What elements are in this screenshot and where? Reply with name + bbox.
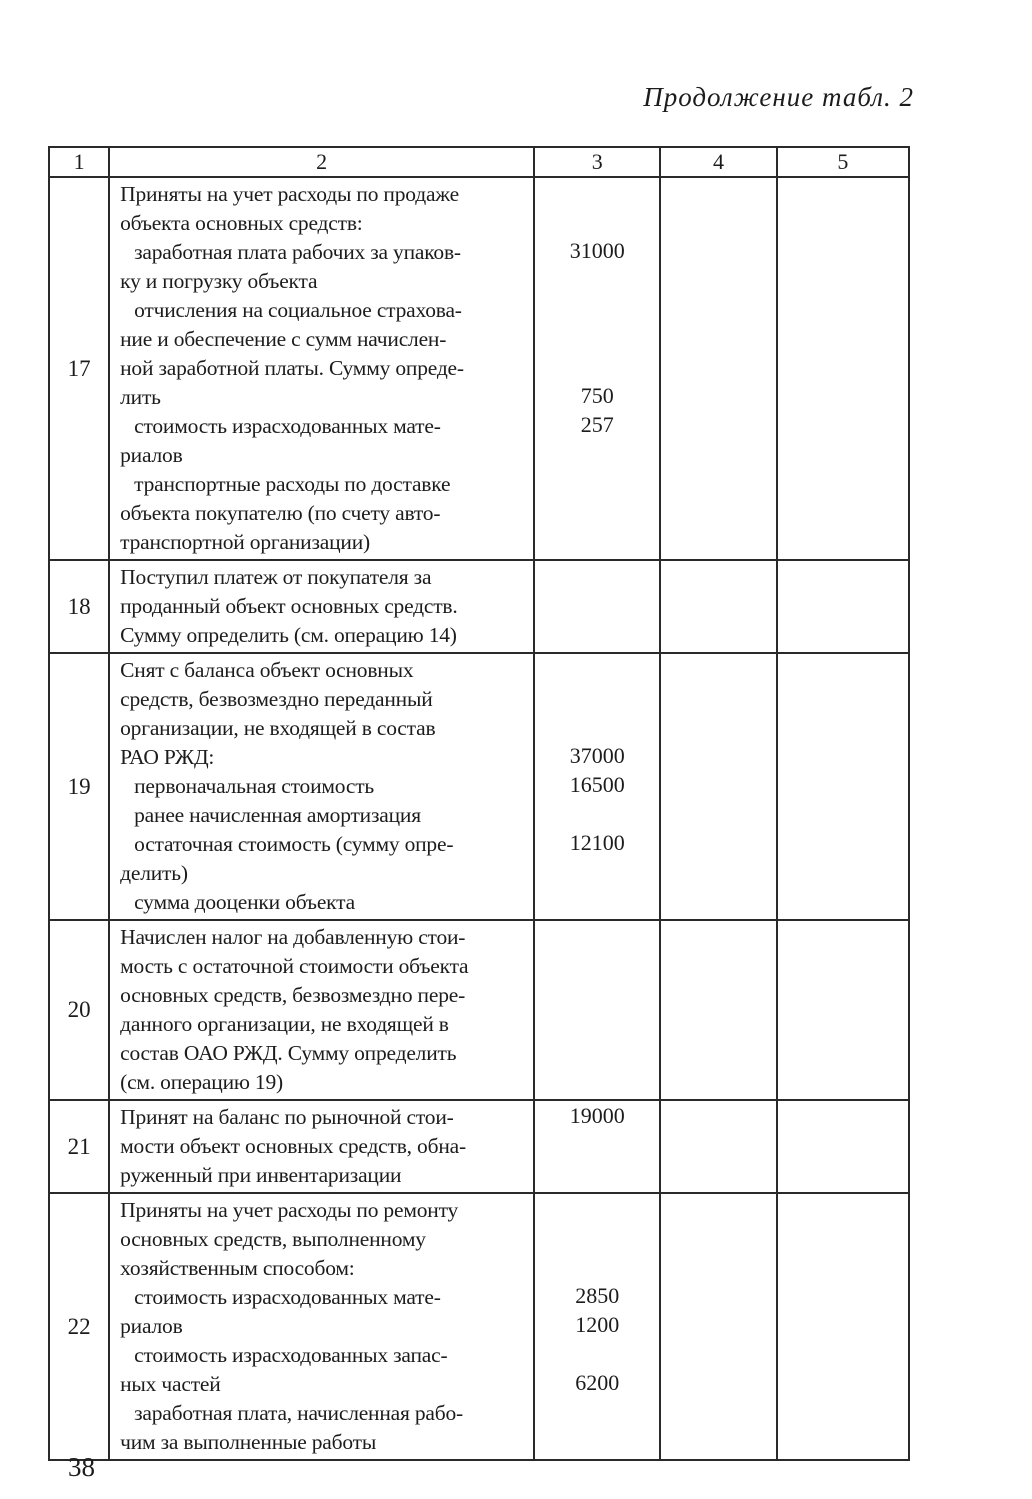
col4-cell (660, 653, 776, 920)
amount-cell (534, 1100, 660, 1193)
col5-cell (777, 653, 909, 920)
description-line: ных частей (120, 1372, 221, 1396)
operation-number: 22 (49, 1193, 109, 1460)
table-row (49, 177, 909, 560)
col5-cell (777, 1193, 909, 1460)
description-line: отчисления на социальное страхова- (134, 298, 462, 322)
operation-description-cell (109, 560, 534, 653)
operation-description-cell (109, 920, 534, 1100)
description-line: сумма дооценки объекта (134, 890, 355, 914)
description-line: транспортные расходы по доставке (134, 472, 451, 496)
description-line: объекта покупателю (по счету авто- (120, 501, 441, 525)
description-line: состав ОАО РЖД. Сумму определить (120, 1041, 457, 1065)
description-line: средств, безвозмездно переданный (120, 687, 433, 711)
amount-value: 2850 (575, 1283, 620, 1308)
description-line: мости объект основных средств, обна- (120, 1134, 466, 1158)
description-line: Поступил платеж от покупателя за (120, 565, 432, 589)
description-line: руженный при инвентаризации (120, 1163, 402, 1187)
description-line: первоначальная стоимость (134, 774, 375, 798)
description-line: Приняты на учет расходы по ремонту (120, 1198, 459, 1222)
amount-value: 31000 (569, 238, 625, 263)
table-row (49, 653, 909, 920)
amount-cell (534, 920, 660, 1100)
operation-description-cell (109, 177, 534, 560)
description-line: основных средств, безвозмездно пере- (120, 983, 466, 1007)
description-line: (см. операцию 19) (120, 1070, 283, 1094)
description-line: риалов (120, 1314, 183, 1338)
description-line: транспортной организации) (120, 530, 370, 554)
header-col-4: 4 (660, 147, 776, 177)
description-line: остаточная стоимость (сумму опре- (134, 832, 454, 856)
amount-value: 1200 (575, 1312, 620, 1337)
description-line: Снят с баланса объект основных (120, 658, 414, 682)
description-line: ранее начисленная амортизация (134, 803, 421, 827)
description-line: лить (120, 385, 161, 409)
col4-cell (660, 1193, 776, 1460)
col5-cell (777, 920, 909, 1100)
amount-cell (534, 560, 660, 653)
description-line: Принят на баланс по рыночной стои- (120, 1105, 454, 1129)
col5-cell (777, 177, 909, 560)
amount-value: 19000 (569, 1103, 625, 1128)
description-line: РАО РЖД: (120, 745, 215, 769)
description-line: стоимость израсходованных запас- (134, 1343, 448, 1367)
header-col-1: 1 (49, 147, 109, 177)
description-line: чим за выполненные работы (120, 1430, 377, 1454)
description-line: проданный объект основных средств. (120, 594, 458, 618)
table-row (49, 1100, 909, 1193)
description-line: основных средств, выполненному (120, 1227, 426, 1251)
description-line: хозяйственным способом: (120, 1256, 355, 1280)
header-col-3: 3 (534, 147, 660, 177)
amount-value: 12100 (569, 830, 625, 855)
page-number: 38 (68, 1452, 95, 1482)
description-line: организации, не входящей в состав (120, 716, 436, 740)
description-line: стоимость израсходованных мате- (134, 414, 441, 438)
col5-cell (777, 1100, 909, 1193)
operation-number: 18 (49, 560, 109, 653)
operation-number: 17 (49, 177, 109, 560)
description-line: заработная плата рабочих за упаков- (134, 240, 461, 264)
description-line: Приняты на учет расходы по продаже (120, 182, 460, 206)
description-line: мость с остаточной стоимости объекта (120, 954, 469, 978)
col4-cell (660, 1100, 776, 1193)
operation-number: 20 (49, 920, 109, 1100)
header-col-5: 5 (777, 147, 909, 177)
description-line: ние и обеспечение с сумм начислен- (120, 327, 447, 351)
header-col-2: 2 (109, 147, 534, 177)
table-row (49, 920, 909, 1100)
description-line: делить) (120, 861, 188, 885)
operation-number: 21 (49, 1100, 109, 1193)
description-line: объекта основных средств: (120, 211, 363, 235)
table-row (49, 560, 909, 653)
description-line: риалов (120, 443, 183, 467)
operation-number: 19 (49, 653, 109, 920)
col4-cell (660, 177, 776, 560)
operation-description-cell (109, 1193, 534, 1460)
amount-value: 257 (580, 412, 614, 437)
description-line: заработная плата, начисленная рабо- (134, 1401, 464, 1425)
col5-cell (777, 560, 909, 653)
operations-table (48, 146, 910, 1461)
operation-description-cell (109, 653, 534, 920)
header-row (49, 147, 909, 177)
amount-cell (534, 1193, 660, 1460)
table-caption: Продолжение табл. 2 (643, 82, 914, 112)
table-row (49, 1193, 909, 1460)
operation-description-cell (109, 1100, 534, 1193)
description-line: Начислен налог на добавленную стои- (120, 925, 466, 949)
col4-cell (660, 560, 776, 653)
amount-value: 37000 (569, 743, 625, 768)
amount-cell (534, 177, 660, 560)
description-line: Сумму определить (см. операцию 14) (120, 623, 457, 647)
description-line: ку и погрузку объекта (120, 269, 318, 293)
amount-value: 750 (580, 383, 614, 408)
amount-value: 6200 (575, 1370, 620, 1395)
col4-cell (660, 920, 776, 1100)
amount-cell (534, 653, 660, 920)
description-line: данного организации, не входящей в (120, 1012, 449, 1036)
amount-value: 16500 (569, 772, 625, 797)
description-line: ной заработной платы. Сумму опреде- (120, 356, 464, 380)
description-line: стоимость израсходованных мате- (134, 1285, 441, 1309)
